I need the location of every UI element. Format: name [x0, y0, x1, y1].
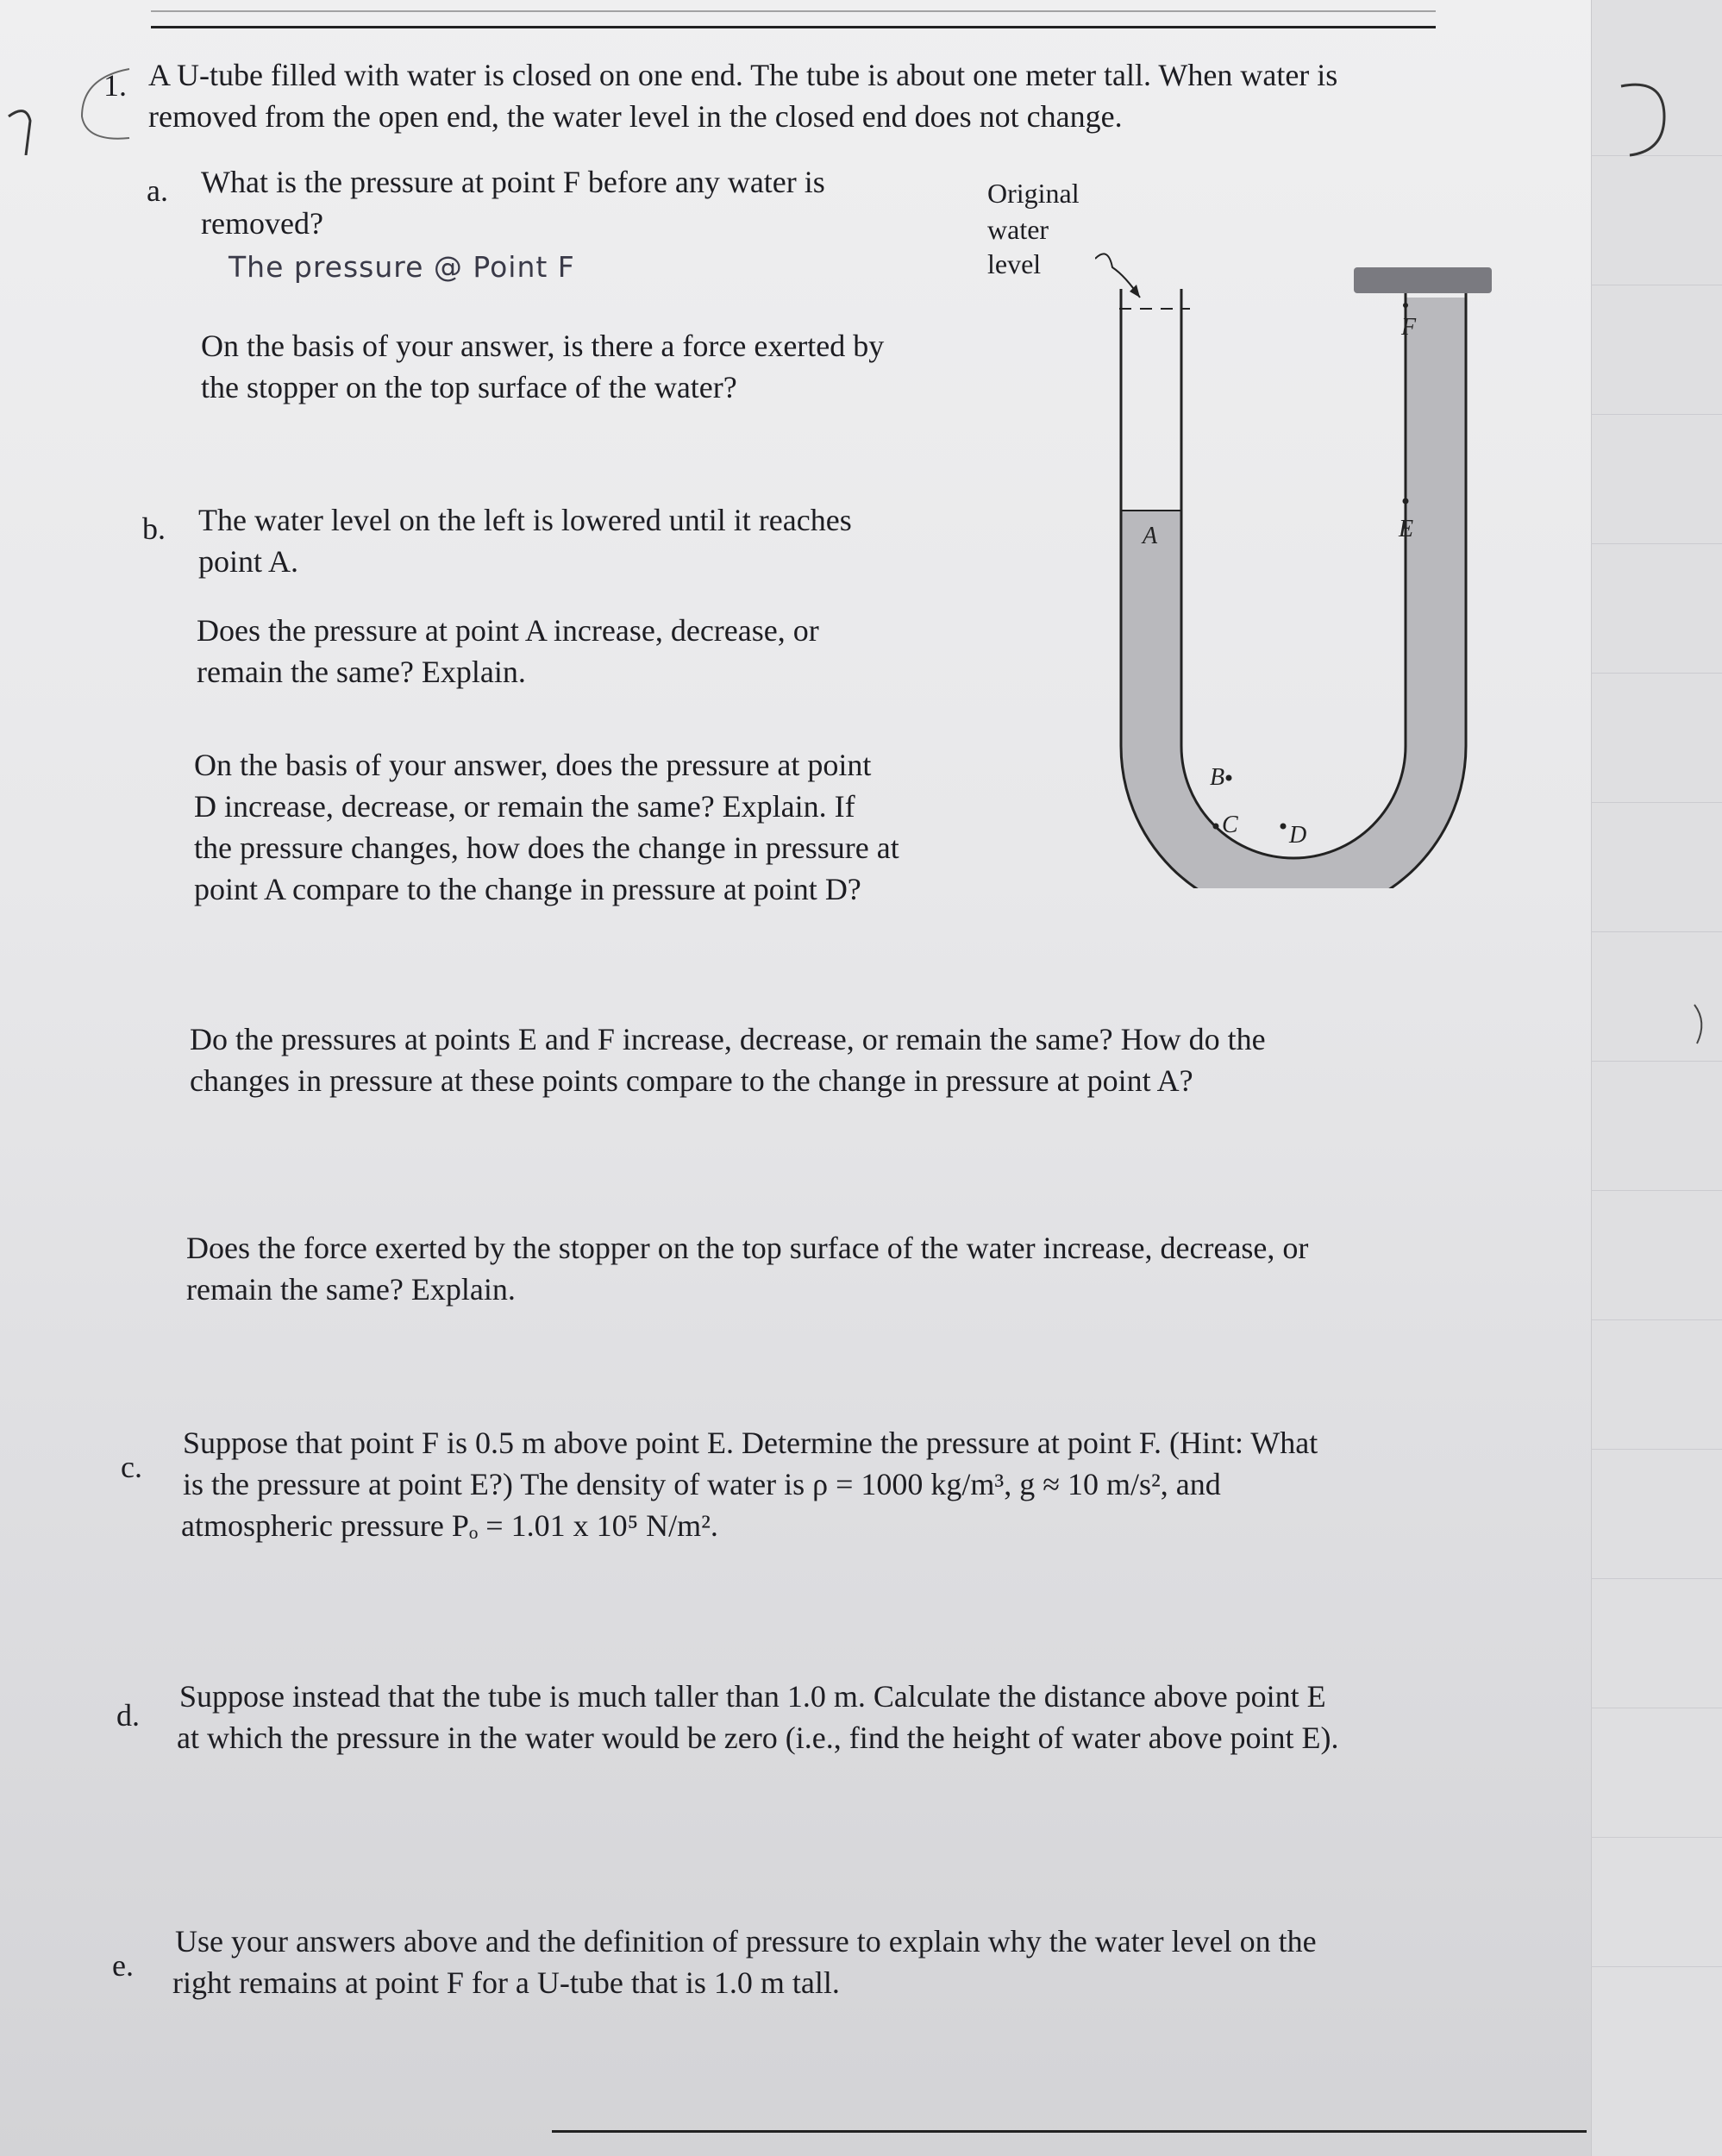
notebook-rule [1591, 1837, 1722, 1838]
part-c-text: Suppose that point F is 0.5 m above point E. Determine the pressure at point F. (Hint: What [183, 1426, 1318, 1460]
u-tube-diagram [1095, 250, 1492, 888]
point-a-label: A [1143, 523, 1158, 549]
part-b-pressure-a-question: Does the pressure at point A increase, decrease, or [197, 613, 819, 648]
part-a-question: What is the pressure at point F before any water is [201, 165, 825, 199]
diagram-caption: water [987, 214, 1049, 245]
notebook-rule [1591, 1190, 1722, 1191]
part-b-question: point A. [198, 544, 299, 579]
part-b-stopper-force-question: Does the force exerted by the stopper on the top surface of the water increase, decrease, or [186, 1231, 1309, 1265]
part-a-letter: a. [147, 173, 168, 208]
pencil-tick-mark [1690, 1000, 1716, 1052]
point-c-label: C [1222, 812, 1238, 838]
notebook-rule [1591, 1319, 1722, 1320]
part-b-stopper-force-question: remain the same? Explain. [186, 1272, 516, 1307]
handwritten-answer: The pressure @ Point F [229, 250, 575, 284]
part-b-pressure-ef-question: changes in pressure at these points compare to the change in pressure at point A? [190, 1063, 1193, 1098]
stopper [1354, 267, 1492, 293]
pencil-bracket-mark [0, 34, 155, 155]
point-b-dot [1226, 775, 1232, 781]
problem-intro-line: removed from the open end, the water level in the closed end does not change. [148, 99, 1123, 134]
point-f-dot [1403, 303, 1408, 308]
part-b-pressure-ef-question: Do the pressures at points E and F increase, decrease, or remain the same? How do the [190, 1022, 1266, 1056]
part-c-text: is the pressure at point E?) The density of water is ρ = 1000 kg/m³, g ≈ 10 m/s², and [183, 1467, 1221, 1501]
part-c-text: atmospheric pressure Pₒ = 1.01 x 10⁵ N/m². [181, 1508, 718, 1543]
part-e-letter: e. [112, 1948, 134, 1983]
adjacent-notebook-page [1591, 0, 1722, 2156]
part-e-text: right remains at point F for a U-tube that is 1.0 m tall. [172, 1965, 840, 2000]
notebook-rule [1591, 414, 1722, 415]
pencil-paren-mark [1612, 69, 1707, 164]
point-b-label: B [1210, 764, 1225, 791]
bottom-rule [552, 2130, 1587, 2133]
part-b-pressure-a-question: remain the same? Explain. [197, 655, 526, 689]
notebook-rule [1591, 1061, 1722, 1062]
notebook-rule [1591, 931, 1722, 932]
part-b-pressure-d-question: On the basis of your answer, does the pressure at point [194, 748, 872, 782]
part-d-text: Suppose instead that the tube is much taller than 1.0 m. Calculate the distance above point E [179, 1679, 1326, 1714]
part-d-letter: d. [116, 1698, 140, 1733]
notebook-rule [1591, 1578, 1722, 1579]
notebook-rule [1591, 673, 1722, 674]
problem-number: 1. [103, 68, 127, 103]
part-e-text: Use your answers above and the definition of pressure to explain why the water level on the [175, 1924, 1317, 1959]
notebook-rule [1591, 543, 1722, 544]
part-c-letter: c. [121, 1450, 142, 1484]
part-b-question: The water level on the left is lowered until it reaches [198, 503, 852, 537]
notebook-rule [1591, 1449, 1722, 1450]
part-b-pressure-d-question: D increase, decrease, or remain the same? Explain. If [194, 789, 855, 824]
part-a-question: removed? [201, 206, 323, 241]
point-d-label: D [1289, 822, 1307, 849]
part-b-letter: b. [142, 511, 166, 546]
top-rule [151, 26, 1436, 28]
part-b-pressure-d-question: point A compare to the change in pressure at point D? [194, 872, 861, 906]
part-b-pressure-d-question: the pressure changes, how does the change in pressure at [194, 830, 899, 865]
top-rule-shadow [151, 10, 1436, 12]
point-c-dot [1213, 824, 1219, 830]
part-a-followup: On the basis of your answer, is there a force exerted by [201, 329, 885, 363]
point-d-dot [1281, 824, 1287, 830]
point-e-dot [1403, 498, 1409, 505]
notebook-rule [1591, 1966, 1722, 1967]
diagram-caption: Original [987, 178, 1080, 209]
point-e-label: E [1399, 516, 1414, 542]
point-f-label: F [1401, 314, 1417, 341]
water-fill [1121, 298, 1466, 888]
part-d-text: at which the pressure in the water would be zero (i.e., find the height of water above point E). [177, 1720, 1339, 1755]
diagram-caption: level [987, 248, 1042, 279]
part-a-followup: the stopper on the top surface of the water? [201, 370, 737, 404]
notebook-rule [1591, 802, 1722, 803]
problem-intro-line: A U-tube filled with water is closed on one end. The tube is about one meter tall. When water is [148, 58, 1338, 92]
